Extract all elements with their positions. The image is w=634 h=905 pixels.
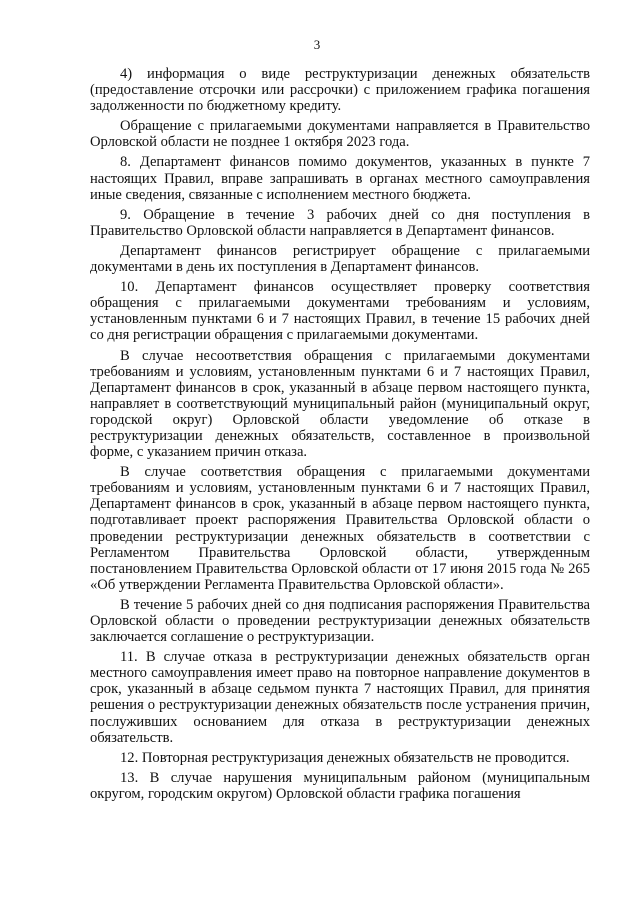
paragraph-refusal: В случае несоответствия обращения с прилагаемыми документами требованиям и условиям, установленным пунктами 6 и 7 настоящих Правил, Департамент финансов в срок, указанный в абзаце первом настоящего пункта, направляет в соответствующий муниципальный район (муниципальный округ, городской округ) Орловской области уведомление об отказе в реструктуризации денежных обязательств, составленное в произвольной форме, с указанием причин отказа.: [90, 347, 590, 461]
paragraph-8: 8. Департамент финансов помимо документов, указанных в пункте 7 настоящих Правил, вправе запрашивать в органах местного самоуправления иные сведения, связанные с исполнением местного бюджета.: [90, 154, 590, 203]
document-body: [90, 66, 590, 806]
paragraph-13: 13. В случае нарушения муниципальным районом (муниципальным округом, городским округом) Орловской области графика погашения: [90, 769, 590, 802]
paragraph-registration: Департамент финансов регистрирует обращение с прилагаемыми документами в день их поступления в Департамент финансов.: [90, 242, 590, 276]
page-number: 3: [313, 37, 321, 52]
paragraph-approval: В случае соответствия обращения с прилагаемыми документами требованиям и условиям, установленным пунктами 6 и 7 настоящих Правил, Департамент финансов в срок, указанный в абзаце первом настоящего пункта, подготавливает проект распоряжения Правительства Орловской области о проведении реструктуризации денежных обязательств в соответствии с Регламентом Правительства Орловской области, утвержденным постановлением Правительства Орловской области от 17 июня 2015 года № 265 «Об утверждении Регламента Правительства Орловской области».: [90, 464, 590, 593]
paragraph-10: 10. Департамент финансов осуществляет проверку соответствия обращения с прилагаемыми документами требованиям и условиям, установленным пунктами 6 и 7 настоящих Правил, в течение 15 рабочих дней со дня регистрации обращения с прилагаемыми документами.: [90, 279, 590, 344]
paragraph-9: 9. Обращение в течение 3 рабочих дней со дня поступления в Правительство Орловской области направляется в Департамент финансов.: [90, 206, 590, 239]
paragraph-12: 12. Повторная реструктуризация денежных обязательств не проводится.: [120, 749, 570, 766]
paragraph-agreement: В течение 5 рабочих дней со дня подписания распоряжения Правительства Орловской области о проведении реструктуризации денежных обязательств заключается соглашение о реструктуризации.: [90, 596, 590, 646]
paragraph-item-4: 4) информация о виде реструктуризации денежных обязательств (предоставление отсрочки или рассрочки) с приложением графика погашения задолженности по бюджетному кредиту.: [90, 66, 590, 115]
paragraph-deadline: Обращение с прилагаемыми документами направляется в Правительство Орловской области не позднее 1 октября 2023 года.: [90, 118, 590, 151]
paragraph-11: 11. В случае отказа в реструктуризации денежных обязательств орган местного самоуправления имеет право на повторное направление документов в срок, указанный в абзаце седьмом пункта 7 настоящих Правил, для принятия решения о реструктуризации денежных обязательств после устранения причин, послуживших основанием для отказа в реструктуризации денежных обязательств.: [90, 649, 590, 746]
